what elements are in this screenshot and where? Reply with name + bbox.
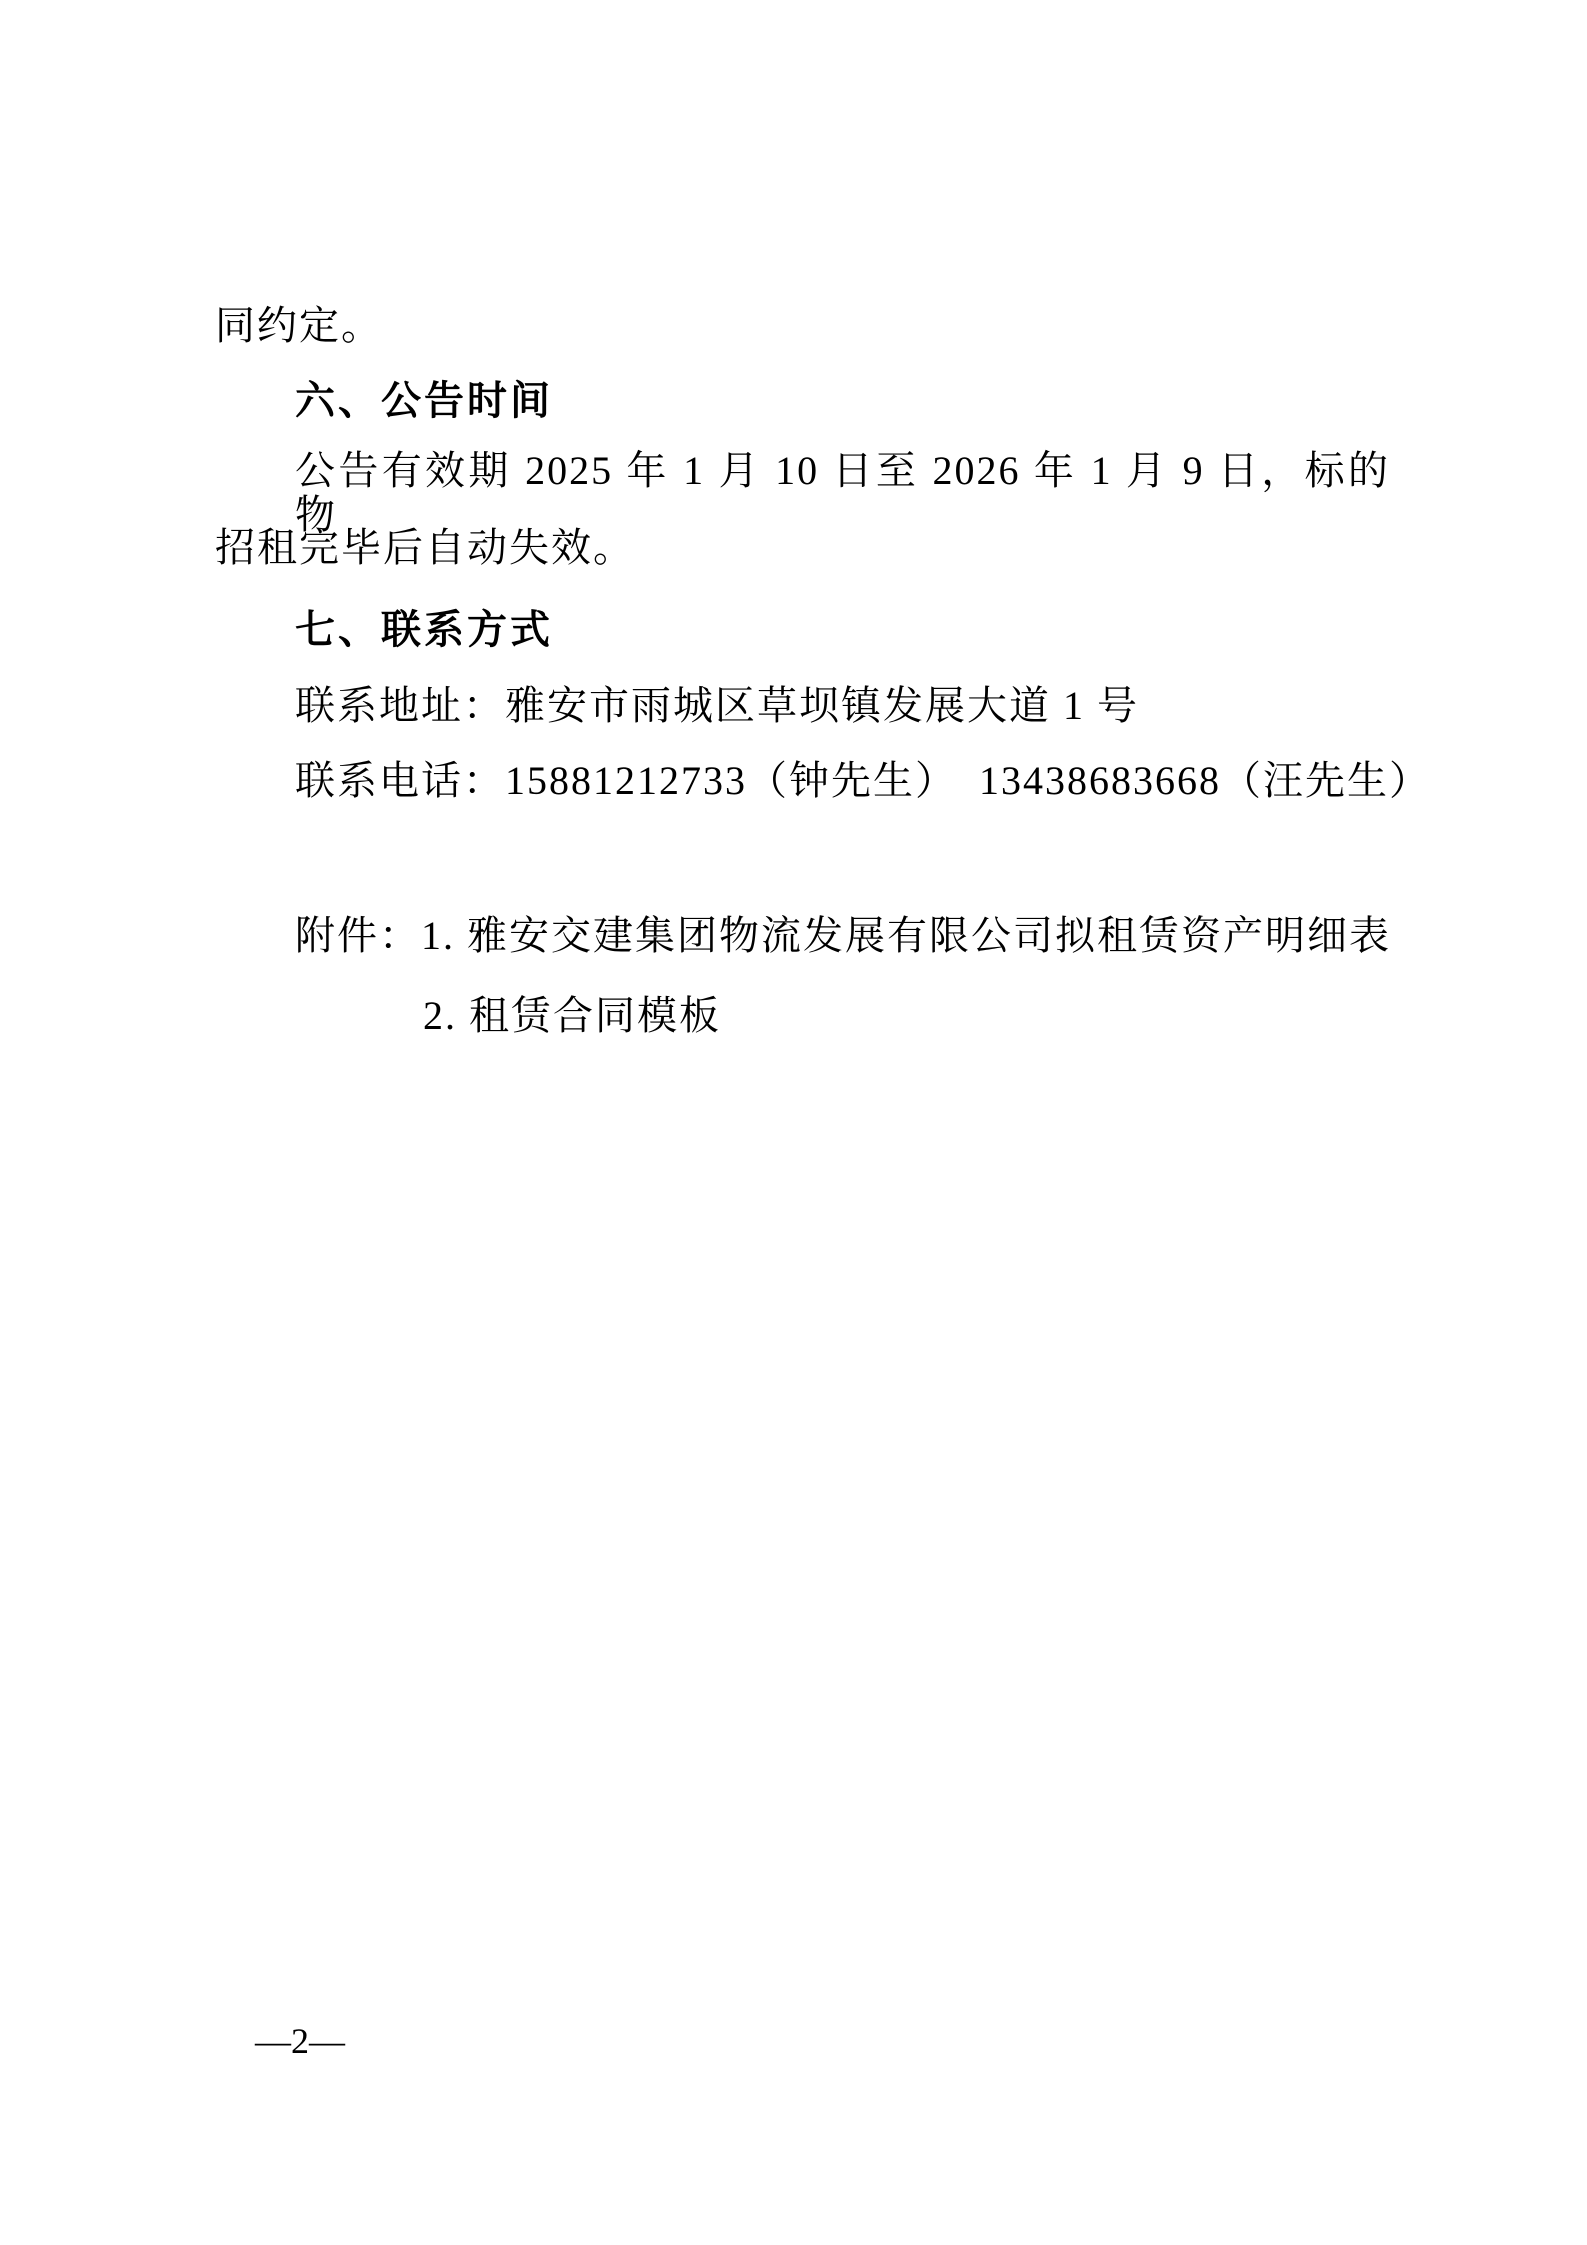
attachments-line-1: [295, 914, 1391, 958]
contact-address-line: 联系地址：雅安市雨城区草坝镇发展大道 1 号: [295, 683, 1139, 728]
page-number: —2—: [255, 2021, 345, 2061]
attachment-item-1: 1. 雅安交建集团物流发展有限公司拟租赁资产明细表: [421, 913, 1391, 958]
contact-phone-line: 联系电话：15881212733（钟先生） 13438683668（汪先生）: [295, 758, 1431, 803]
paragraph-continuation-line: 同约定。: [215, 303, 383, 348]
section-6-paragraph-line-2: 招租完毕后自动失效。: [215, 525, 635, 570]
section-7-heading: 七、联系方式: [295, 608, 553, 652]
attachment-item-2: 2. 租赁合同模板: [423, 993, 721, 1038]
section-6-heading: 六、公告时间: [295, 379, 553, 423]
section-6-paragraph-line-1: 公告有效期 2025 年 1 月 10 日至 2026 年 1 月 9 日，标的物: [295, 448, 1390, 537]
attachments-label: 附件：: [295, 913, 421, 958]
